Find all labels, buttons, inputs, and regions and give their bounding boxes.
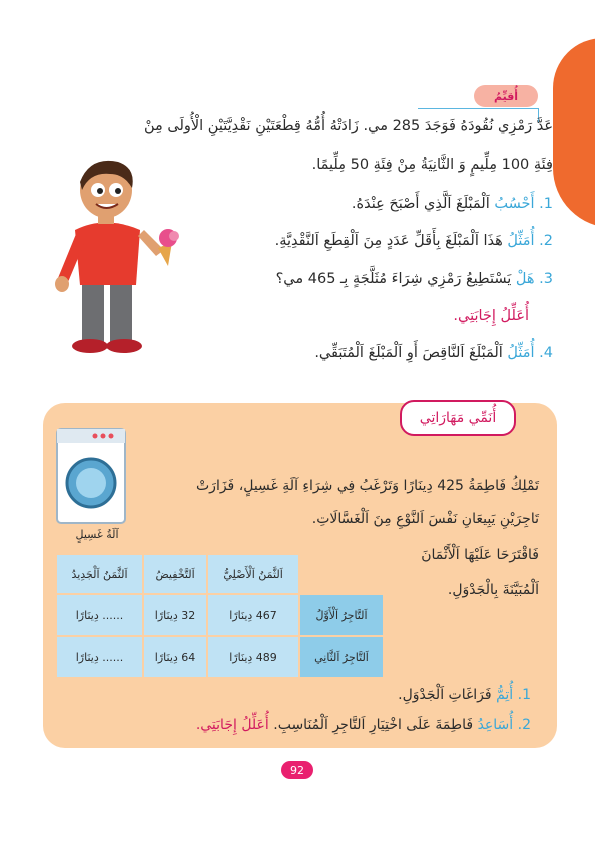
price-table [55,553,385,679]
question-4 [314,345,553,361]
table-header-cell: اَلثَّمَنُ اَلْأَصْلِيُّ [208,555,298,593]
table-cell: 467 دِينَارًا [208,595,298,635]
skills-paragraph-line-3: فَاقْتَرَحَا عَلَيْهَا اَلْأَثْمَانَ [421,547,539,563]
table-cell: اَلتَّاجِرُ اَلْأَوَّلُ [300,595,383,635]
skills-paragraph-line-2: تَاجِرَيْنِ يَبِيعَانِ نَفْسَ اَلنَّوْعِ مِنَ اَلْغَسَّالَاتِ. [311,511,539,527]
problem-line-2: فِئَةِ 100 مِلِّيمٍ وَ الثَّانِيَةُ مِنْ فِئَةِ 50 مِلِّيمًا. [311,157,553,173]
decorative-orange-tab [553,38,595,228]
washing-machine-caption: آلَةُ غَسِيلٍ [75,528,119,541]
table-header-cell: اَلتَّخْفِيضُ [144,555,206,593]
justify-answer-1: أُعَلِّلُ إِجَابَتِي. [453,308,529,324]
question-2 [275,233,553,249]
skills-question-2 [196,717,531,733]
evaluate-badge [474,85,538,107]
table-cell: ...... دِينَارًا [57,637,142,677]
skills-question-1 [398,687,531,703]
question-text: اَلْمَبْلَغَ اَلَّذِي أَصْبَحَ عِنْدَهُ. [351,196,495,212]
question-verb: أَحْسُبُ [494,196,535,212]
question-text: فَرَاغَاتِ اَلْجَدْوَلِ. [398,687,497,703]
question-text: فَاطِمَةَ عَلَى اخْتِيَارِ اَلتَّاجِرِ اَلْمُنَاسِبِ. [268,717,478,733]
boy-with-icecream-illustration [40,160,190,360]
table-cell: 32 دِينَارًا [144,595,206,635]
table-cell: 489 دِينَارًا [208,637,298,677]
question-number: 2. [539,233,553,249]
skills-paragraph-line-4: اَلْمُبَيَّنَةَ بِالْجَدْوَلِ. [447,582,539,598]
question-verb: أُمَثِّلُ [507,345,535,361]
table-header-cell: اَلثَّمَنُ اَلْجَدِيدُ [57,555,142,593]
question-text: هَذَا اَلْمَبْلَغَ بِأَقَلِّ عَدَدٍ مِنَ اَلْقِطَعِ اَلنَّقْدِيَّةِ. [274,233,508,249]
table-row [57,637,383,677]
problem-line-1: عَدَّ رَمْزِي نُقُودَهُ فَوَجَدَ 285 مي. زَادَتْهُ أُمُّهُ قِطْعَتَيْنِ نَقْدِيَّتَيْنِ الْأُولَى مِنْ [143,118,553,134]
table-row [57,595,383,635]
question-1 [352,196,553,212]
evaluate-label: أُقيِّمُ [493,89,519,103]
question-number: 4. [539,345,553,361]
question-number: 3. [539,271,553,287]
question-number: 1. [539,196,553,212]
skills-badge [400,400,516,436]
table-cell: ...... دِينَارًا [57,595,142,635]
table-cell: اَلتَّاجِرُ اَلثَّانِي [300,637,383,677]
washing-machine-icon [55,425,127,525]
question-verb: هَلْ [515,271,535,287]
skills-paragraph-line-1: تَمْلِكُ فَاطِمَةُ 425 دِينَارًا وَتَرْغَبُ فِي شِرَاءِ آلَةِ غَسِيلٍ، فَزَارَتْ [196,478,539,494]
table-cell: 64 دِينَارًا [144,637,206,677]
justify-answer-2: أُعَلِّلُ إِجَابَتِي. [195,717,269,733]
question-verb: أُمَثِّلُ [507,233,535,249]
question-number: 2. [517,717,531,733]
table-header-cell [300,555,383,593]
question-number: 1. [517,687,531,703]
page-number: 92 [281,761,313,779]
question-verb: أُتِمُّ [496,687,514,703]
question-3 [276,271,553,287]
skills-badge-label: أُنَمِّي مَهَارَاتِي [419,410,497,426]
table-header-row [57,555,383,593]
question-text: اَلْمَبْلَغَ اَلنَّاقِصَ أَوِ اَلْمَبْلَغَ اَلْمُتَبَقِّي. [314,345,508,361]
question-verb: أُسَاعِدُ [477,717,514,733]
question-text: يَسْتَطِيعُ رَمْزِي شِرَاءَ مُثَلَّجَةٍ بِـ 465 مي؟ [275,271,516,287]
